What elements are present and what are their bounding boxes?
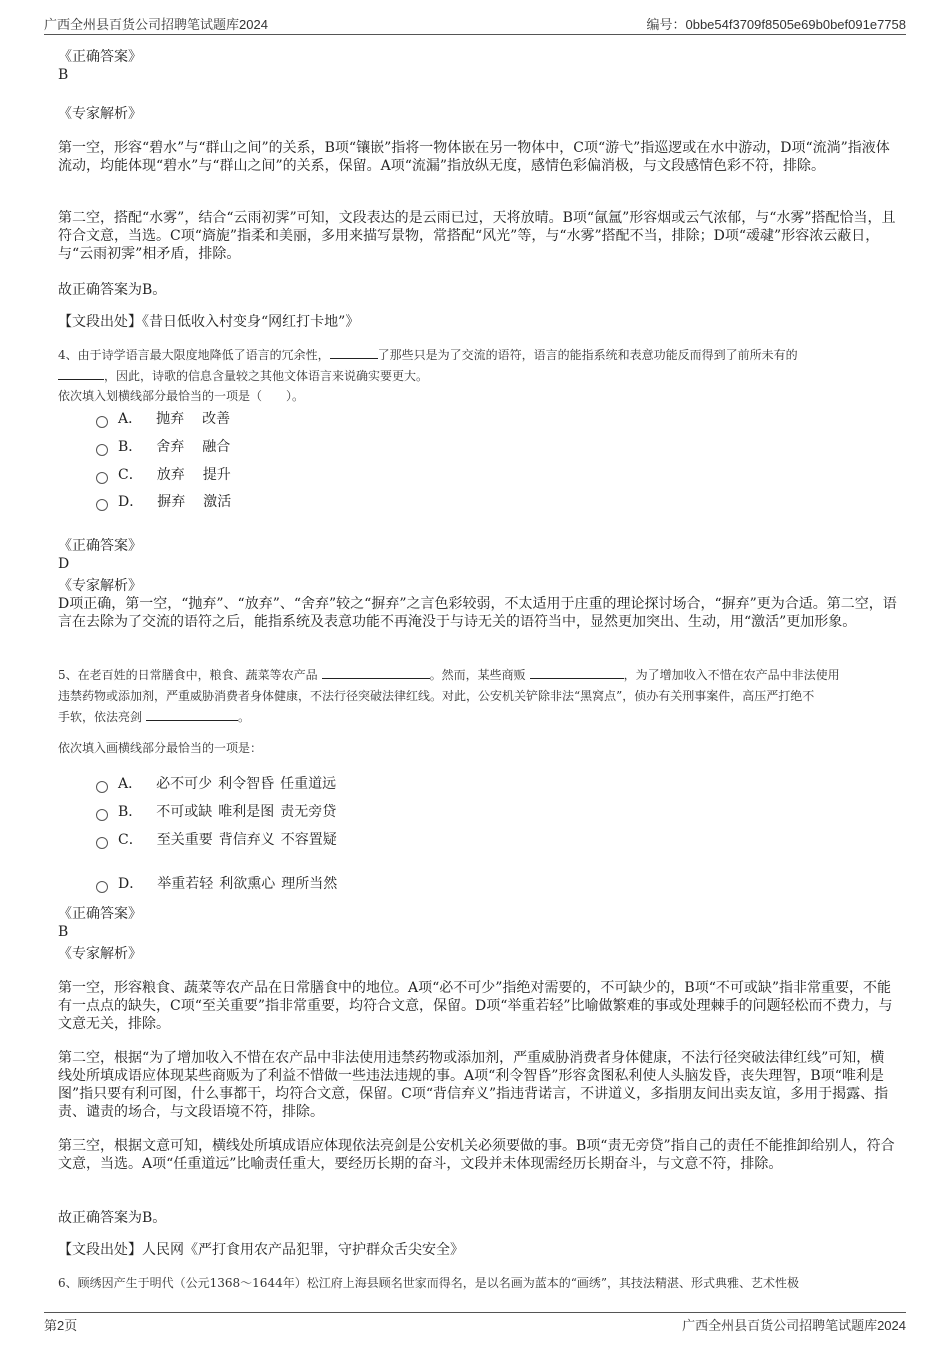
option-letter: A． [118,411,143,427]
q4-instruction: 依次填入划横线部分最恰当的一项是（ ）。 [58,389,305,403]
q4-analysis-label: 《专家解析》 [58,578,142,594]
radio-icon[interactable] [96,809,108,821]
footer-title: 广西全州县百货公司招聘笔试题库2024 [682,1318,906,1333]
q5-option-b[interactable] [96,803,336,821]
q5-analysis-p1: 第一空，形容粮食、蔬菜等农产品在日常膳食中的地位。A项“必不可少”指绝对需要的，不可缺少的，B项“不可或缺”指非常重要，不能有一点点的缺失，C项“至关重要”指非常重要，均符合文意，保留。D项“举重若轻”比喻做繁难的事或处理棘手的问题轻松而不费力，与文意无关，排除。 [58,980,893,1032]
q5-answer-label: 《正确答案》 [58,906,142,922]
q5-stem-part2: 。然而，某些商贩 [429,668,526,682]
q4-analysis: D项正确，第一空，“抛弃”、“放弃”、“舍弃”较之“摒弃”之言色彩较弱，不太适用于庄重的理论探讨场合，“摒弃”更为合适。第二空，语言在去除为了交流的语符之后，能指系统及表意功能不再淹没于与诗无关的语符当中，显然更加突出、生动，用“激活”更加形象。 [58,596,897,630]
radio-icon[interactable] [96,881,108,893]
header-title: 广西全州县百货公司招聘笔试题库2024 [44,17,268,32]
radio-icon[interactable] [96,499,108,511]
q4-option-d[interactable] [96,493,231,511]
option-letter: B． [118,439,143,455]
q4-option-c[interactable] [96,466,231,484]
option-word-2: 激活 [203,494,232,510]
radio-icon[interactable] [96,472,108,484]
q5-blank-1 [322,665,430,679]
q4-answer: D [58,556,70,572]
q5-option-c[interactable] [96,831,337,849]
option-word-2: 融合 [202,439,231,455]
q4-answer-label: 《正确答案》 [58,538,142,554]
q5-stem [58,665,898,728]
option-word-3: 责无旁贷 [280,804,337,820]
q5-stem-part4: 违禁药物或添加剂，严重威胁消费者身体健康，不法行径突破法律红线。对此，公安机关铲除非法“黑窝点”，侦办有关刑事案件，高压严打绝不 [58,689,815,703]
q5-stem-part1: 5、在老百姓的日常膳食中，粮食、蔬菜等农产品 [58,668,318,682]
page-footer [44,1312,906,1337]
q3-source: 【文段出处】《昔日低收入村变身“网红打卡地”》 [58,314,360,330]
option-word-2: 背信弃义 [218,832,275,848]
page-number: 第2页 [44,1318,78,1333]
option-word-2: 利令智昏 [218,776,275,792]
header-code-value: 0bbe54f3709f8505e69b0bef091e7758 [685,17,906,32]
option-word-1: 抛弃 [156,411,185,427]
option-word-1: 舍弃 [156,439,185,455]
q5-blank-2 [530,665,624,679]
option-word-1: 举重若轻 [157,876,214,892]
radio-icon[interactable] [96,837,108,849]
q4-stem-part1: 4、由于诗学语言最大限度地降低了语言的冗余性， [58,348,330,362]
radio-icon[interactable] [96,781,108,793]
page-header [44,14,906,35]
q3-conclusion: 故正确答案为B。 [58,282,167,298]
q5-analysis-p2: 第二空，根据“为了增加收入不惜在农产品中非法使用违禁药物或添加剂，严重威胁消费者身体健康，不法行径突破法律红线”可知，横线处所填成语应体现某些商贩为了利益不惜做一些违法违规的事。A项“利令智昏”形容贪图私利使人头脑发昏，丧失理智，B项“唯利是图”指只要有利可图，什么事都干，均符合文意，保留。C项“背信弃义”指违背诺言，不讲道义，多指朋友间出卖友谊，多用于揭露、指责、谴责的场合，与文段语境不符，排除。 [58,1050,889,1120]
option-word-2: 利欲熏心 [219,876,276,892]
q4-option-a[interactable] [96,410,230,428]
q5-stem-part3: ，为了增加收入不惜在农产品中非法使用 [623,668,840,682]
q5-source: 【文段出处】人民网《严打食用农产品犯罪，守护群众舌尖安全》 [58,1242,464,1258]
q4-option-b[interactable] [96,438,230,456]
q4-stem [58,345,898,387]
option-word-3: 任重道远 [280,776,337,792]
radio-icon[interactable] [96,416,108,428]
option-letter: C． [118,832,143,848]
option-word-2: 改善 [202,411,231,427]
option-letter: A． [118,776,143,792]
option-word-3: 不容置疑 [280,832,337,848]
option-letter: C． [118,467,143,483]
option-word-1: 放弃 [156,467,185,483]
q5-blank-3 [146,707,238,721]
q5-instruction: 依次填入画横线部分最恰当的一项是： [58,741,263,755]
q5-stem-part5: 手软，依法亮剑 [58,710,143,724]
radio-icon[interactable] [96,444,108,456]
q3-analysis-p1: 第一空，形容“碧水”与“群山之间”的关系，B项“镶嵌”指将一物体嵌在另一物体中，C项“游弋”指巡逻或在水中游动，D项“流淌”指液体流动，均能体现“碧水”与“群山之间”的关系，保留。A项“流漏”指放纵无度，感情色彩偏消极，与文段感情色彩不符，排除。 [58,140,890,174]
q4-stem-part3: ，因此，诗歌的信息含量较之其他文体语言来说确实要更大。 [104,369,429,383]
q3-answer-label: 《正确答案》 [58,49,142,65]
q4-stem-part2: 了那些只是为了交流的语符，语言的能指系统和表意功能反而得到了前所未有的 [377,348,798,362]
q4-blank-1 [330,345,378,359]
q5-analysis-label: 《专家解析》 [58,946,142,962]
option-letter: D． [118,876,144,892]
q5-stem-part6: 。 [238,710,251,724]
q5-conclusion: 故正确答案为B。 [58,1210,167,1226]
option-word-2: 提升 [202,467,231,483]
option-word-1: 摒弃 [157,494,186,510]
option-word-3: 理所当然 [281,876,338,892]
option-letter: B． [118,804,143,820]
q5-option-a[interactable] [96,775,336,793]
q3-analysis-p2: 第二空，搭配“水雾”，结合“云雨初霁”可知，文段表达的是云雨已过，天将放晴。B项“氤氲”形容烟或云气浓郁，与“水雾”搭配恰当，且符合文意，当选。C项“旖旎”指柔和美丽，多用来描写景物，常搭配“风光”等，与“水雾”搭配不当，排除；D项“叆叇”形容浓云蔽日，与“云雨初霁”相矛盾，排除。 [58,210,896,262]
option-word-2: 唯利是图 [218,804,275,820]
q5-option-d[interactable] [96,875,337,893]
q3-answer: B [58,67,69,83]
q6-stem: 6、顾绣因产生于明代（公元1368～1644年）松江府上海县顾名世家而得名，是以名画为蓝本的“画绣”，其技法精湛、形式典雅、艺术性极 [58,1276,799,1290]
option-word-1: 至关重要 [156,832,213,848]
header-code [646,14,906,34]
option-word-1: 不可或缺 [156,804,213,820]
header-code-label: 编号： [646,17,686,32]
option-word-1: 必不可少 [156,776,213,792]
q5-answer: B [58,924,69,940]
q4-blank-2 [58,366,104,380]
option-letter: D． [118,494,144,510]
q3-analysis-label: 《专家解析》 [58,106,142,122]
q5-analysis-p3: 第三空，根据文意可知，横线处所填成语应体现依法亮剑是公安机关必须要做的事。B项“责无旁贷”指自己的责任不能推卸给别人，符合文意，当选。A项“任重道远”比喻责任重大，要经历长期的奋斗，文段并未体现需经历长期奋斗，与文意不符，排除。 [58,1138,895,1172]
